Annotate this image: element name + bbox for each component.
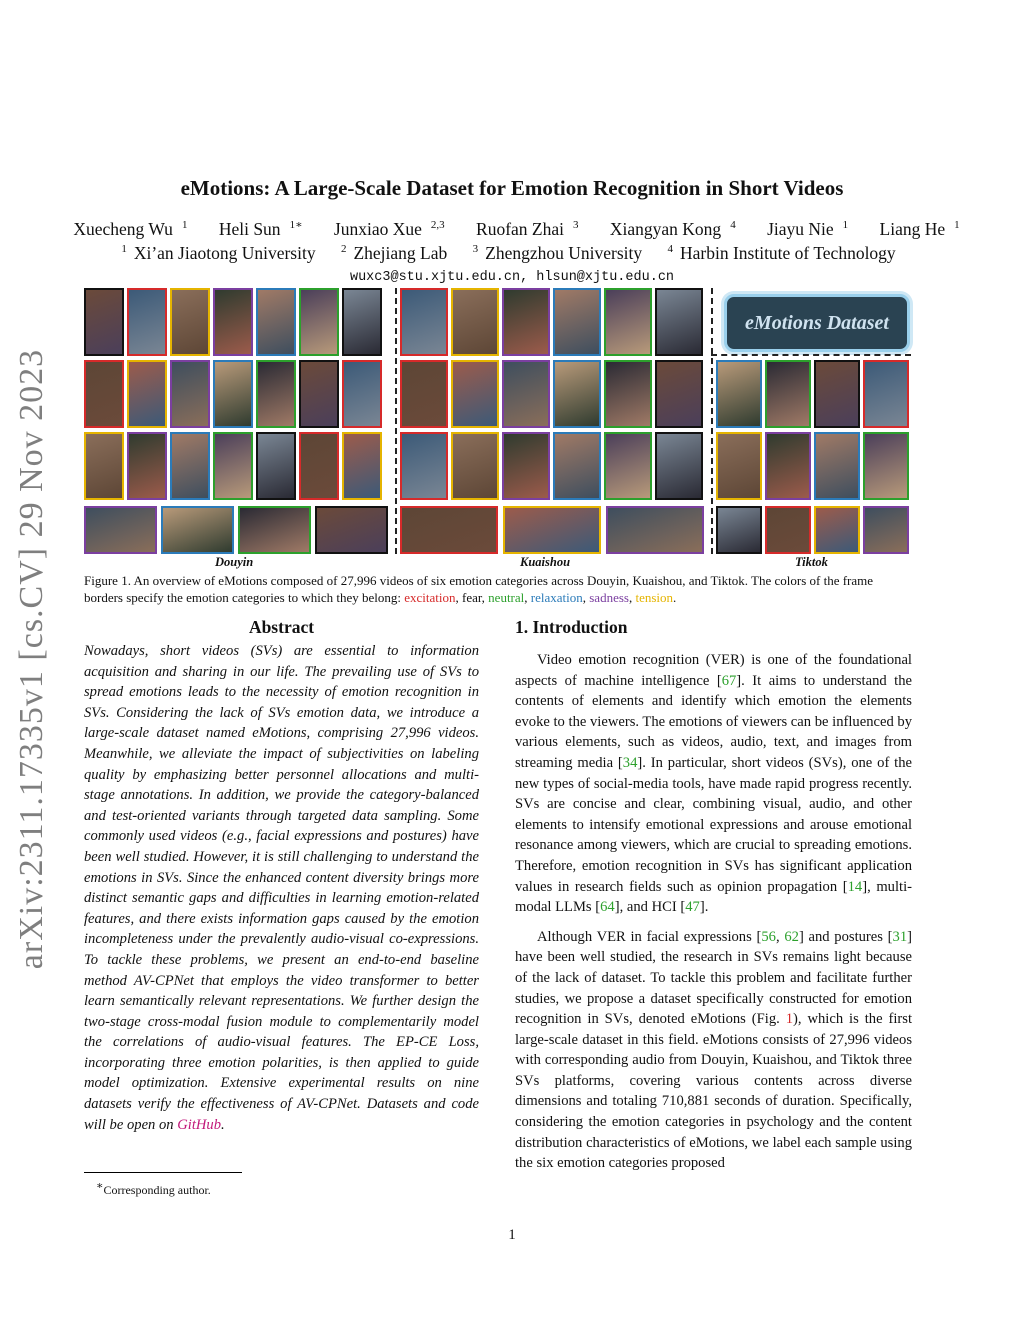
- video-thumbnail: [863, 506, 909, 554]
- video-thumbnail: [553, 288, 601, 356]
- abstract-heading: Abstract: [248, 617, 315, 637]
- video-thumbnail: [863, 432, 909, 500]
- introduction-heading: 1. Introduction: [515, 617, 628, 637]
- platform-label-tiktok: Tiktok: [795, 555, 828, 569]
- video-thumbnail: [814, 506, 860, 554]
- video-thumbnail: [170, 360, 210, 428]
- video-thumbnail: [299, 432, 339, 500]
- arxiv-identifier: arXiv:2311.17335v1 [cs.CV] 29 Nov 2023: [13, 348, 50, 970]
- video-thumbnail: [400, 432, 448, 500]
- video-thumbnail: [213, 360, 253, 428]
- video-thumbnail: [84, 360, 124, 428]
- video-thumbnail: [299, 288, 339, 356]
- citation-link[interactable]: 67: [721, 672, 737, 689]
- video-thumbnail: [127, 432, 167, 500]
- platform-label-douyin: Douyin: [215, 555, 254, 569]
- video-thumbnail: [213, 432, 253, 500]
- citation-link[interactable]: 56: [761, 928, 776, 945]
- video-thumbnail: [451, 360, 499, 428]
- author: Liang He $^1$: [879, 218, 960, 239]
- legend-sadness: sadness: [589, 590, 629, 605]
- video-thumbnail: [863, 360, 909, 428]
- video-thumbnail: [604, 432, 652, 500]
- platform-divider: [395, 288, 397, 554]
- video-thumbnail: [502, 432, 550, 500]
- paper-title: eMotions: A Large-Scale Dataset for Emotion Recognition in Short Videos: [180, 176, 844, 200]
- citation-link[interactable]: 62: [784, 928, 799, 945]
- abstract-text: Nowadays, short videos (SVs) are essential to information acquisition and sharing in our life. The prevailing use of SVs to spread emotions leads to the necessity of emotion recognition in SVs. Considering the lack of SVs emotion data, we introduce a large-scale dataset named eMotions, comprising 27,996 videos. Meanwhile, we alleviate the impact of subjectivities on labeling quality by emphasizing better personnel allocations and multi-stage annotations. In addition, we provide the category-balanced and test-oriented variants through targeted data sampling. Some commonly used videos (e.g., facial expressions and postures) have been well studied. However, it is still challenging to understand the emotions in SVs. Since the enhanced content diversity brings more distinct semantic gaps and difficulties in learning emotion-related features, and there exists information gaps caused by the emotion incompleteness under the prevalently audio-visual co-expressions. To tackle these problems, we present an end-to-end baseline method AV-CPNet that employs the video transformer to better learn semantically relevant representations. We further design the two-stage cross-modal fusion module to complementarily model the correlations of audio-visual features. The EP-CE Loss, incorporating three emotion polarities, is then applied to guide model optimization. Extensive experimental results on nine datasets verify the effectiveness of AV-CPNet. Datasets and code will be open on GitHub.: [84, 643, 479, 1133]
- legend-fear: fear: [461, 590, 482, 605]
- video-thumbnail: [604, 288, 652, 356]
- video-thumbnail: [84, 506, 157, 554]
- video-thumbnail: [84, 288, 124, 356]
- intro-text: ], and HCI [: [614, 899, 686, 916]
- figure-link[interactable]: 1: [785, 1011, 794, 1028]
- video-thumbnail: [451, 288, 499, 356]
- author: Xuecheng Wu $^1$: [73, 218, 188, 239]
- video-thumbnail: [170, 432, 210, 500]
- video-thumbnail: [256, 288, 296, 356]
- footnote: ∗Corresponding author.: [96, 1180, 211, 1197]
- citation-link[interactable]: 14: [847, 878, 863, 895]
- intro-text: ]. It aims to understand the contents of elements and identify which emotion the elements evoke to the viewers. The emotions of viewers can be influenced by various elements, such as videos, audio, text, and images from streaming media [: [515, 672, 912, 771]
- video-thumbnail: [814, 432, 860, 500]
- intro-text: ]. In particular, short videos (SVs), one of the new types of social-media tools, have made rapid progress recently. SVs are concise and clear, combining visual, audio, and other elements to intensify emotional expressions and arouse emotional resonance among viewers, which are crucial to spreading emotions. Therefore, emotion recognition in SVs has significant application values in research fields such as opinion propagation [: [515, 754, 912, 895]
- video-thumbnail: [553, 432, 601, 500]
- platform-divider: [711, 288, 713, 554]
- intro-text: ,: [775, 928, 785, 945]
- affiliation: $^2$ Zhejiang Lab: [340, 243, 448, 263]
- video-thumbnail: [342, 360, 382, 428]
- video-thumbnail: [655, 360, 703, 428]
- figure-caption: Figure 1. An overview of eMotions composed of 27,996 videos of six emotion categories across Douyin, Kuaishou, and Tiktok. The colors of the frame borders specify the emotion categories to which they belong: excitation, fear, neutral, relaxation, sadness, tension.: [84, 573, 874, 605]
- author: Xiangyan Kong $^4$: [609, 218, 736, 239]
- overview-figure: [84, 288, 914, 570]
- video-thumbnail: [655, 288, 703, 356]
- video-thumbnail: [814, 360, 860, 428]
- video-thumbnail: [342, 288, 382, 356]
- intro-paragraph-1: [515, 650, 912, 918]
- badge-divider: [711, 354, 911, 356]
- affiliation: $^3$ Zhengzhou University: [472, 243, 643, 263]
- video-thumbnail: [502, 288, 550, 356]
- video-thumbnail: [213, 288, 253, 356]
- legend-tension: tension: [635, 590, 674, 605]
- video-thumbnail: [716, 360, 762, 428]
- video-thumbnail: [606, 506, 704, 554]
- video-thumbnail: [127, 288, 167, 356]
- introduction-text: [515, 650, 912, 1183]
- video-thumbnail: [655, 432, 703, 500]
- video-thumbnail: [502, 360, 550, 428]
- video-thumbnail: [299, 360, 339, 428]
- citation-link[interactable]: 47: [685, 899, 700, 916]
- video-thumbnail: [400, 360, 448, 428]
- intro-text: Although VER in facial expressions [: [537, 928, 762, 945]
- intro-paragraph-2: [515, 927, 912, 1174]
- video-thumbnail: [400, 506, 498, 554]
- video-thumbnail: [765, 432, 811, 500]
- video-thumbnail: [161, 506, 234, 554]
- intro-text: ] and postures [: [798, 928, 893, 945]
- author: Junxiao Xue $^{2,3}$: [333, 218, 445, 239]
- citation-link[interactable]: 34: [622, 754, 638, 771]
- video-thumbnail: [451, 432, 499, 500]
- video-thumbnail: [256, 360, 296, 428]
- video-thumbnail: [716, 506, 762, 554]
- video-thumbnail: [127, 360, 167, 428]
- video-thumbnail: [604, 360, 652, 428]
- legend-excitation: excitation: [404, 590, 456, 605]
- video-thumbnail: [256, 432, 296, 500]
- affiliation: $^1$ Xi’an Jiaotong University: [121, 243, 316, 263]
- video-thumbnail: [503, 506, 601, 554]
- footnote-rule: [84, 1172, 242, 1173]
- intro-text: ] have been well studied, the research in SVs remains light because of the lack of dataset. To tackle this problem and facilitate further studies, we propose a dataset specifically constructed for emotion recognition in SVs, denoted eMotions (Fig.: [515, 928, 912, 1028]
- legend-relaxation: relaxation: [530, 590, 583, 605]
- platform-label-kuaishou: Kuaishou: [520, 555, 571, 569]
- video-thumbnail: [400, 288, 448, 356]
- intro-text: ], multi-modal LLMs [: [515, 878, 912, 916]
- github-link[interactable]: GitHub: [177, 1116, 222, 1133]
- legend-neutral: neutral: [488, 590, 525, 605]
- author: Jiayu Nie $^1$: [767, 218, 849, 239]
- author-list: [0, 218, 1024, 240]
- video-thumbnail: [238, 506, 311, 554]
- page-number: 1: [508, 1227, 516, 1243]
- video-thumbnail: [716, 432, 762, 500]
- video-thumbnail: [553, 360, 601, 428]
- video-thumbnail: [765, 506, 811, 554]
- dataset-badge: eMotions Dataset: [724, 294, 910, 352]
- citation-link[interactable]: 31: [892, 928, 908, 945]
- author: Ruofan Zhai $^3$: [476, 218, 579, 239]
- author: Heli Sun $^{1∗}$: [218, 218, 303, 239]
- author-emails[interactable]: wuxc3@stu.xjtu.edu.cn, hlsun@xjtu.edu.cn: [349, 270, 675, 285]
- intro-text: ].: [699, 899, 709, 916]
- affiliation-list: [0, 243, 1024, 264]
- video-thumbnail: [315, 506, 388, 554]
- affiliation: $^4$ Harbin Institute of Technology: [667, 243, 896, 263]
- intro-text: Video emotion recognition (VER) is one of the foundational aspects of machine intelligence [: [515, 652, 912, 689]
- video-thumbnail: [765, 360, 811, 428]
- video-thumbnail: [170, 288, 210, 356]
- intro-text: ), which is the first large-scale dataset in this field. eMotions consists of 27,996 videos with corresponding audio from Douyin, Kuaishou, and Tiktok three SVs platforms, covering various contents across diverse dimensions and totaling 710,881 seconds of duration. Specifically, considering the emotion categories in psychology and the content distribution characteristics of eMotions, we label each sample using the six emotion categories proposed: [515, 1011, 912, 1172]
- video-thumbnail: [84, 432, 124, 500]
- citation-link[interactable]: 64: [600, 899, 615, 916]
- video-thumbnail: [342, 432, 382, 500]
